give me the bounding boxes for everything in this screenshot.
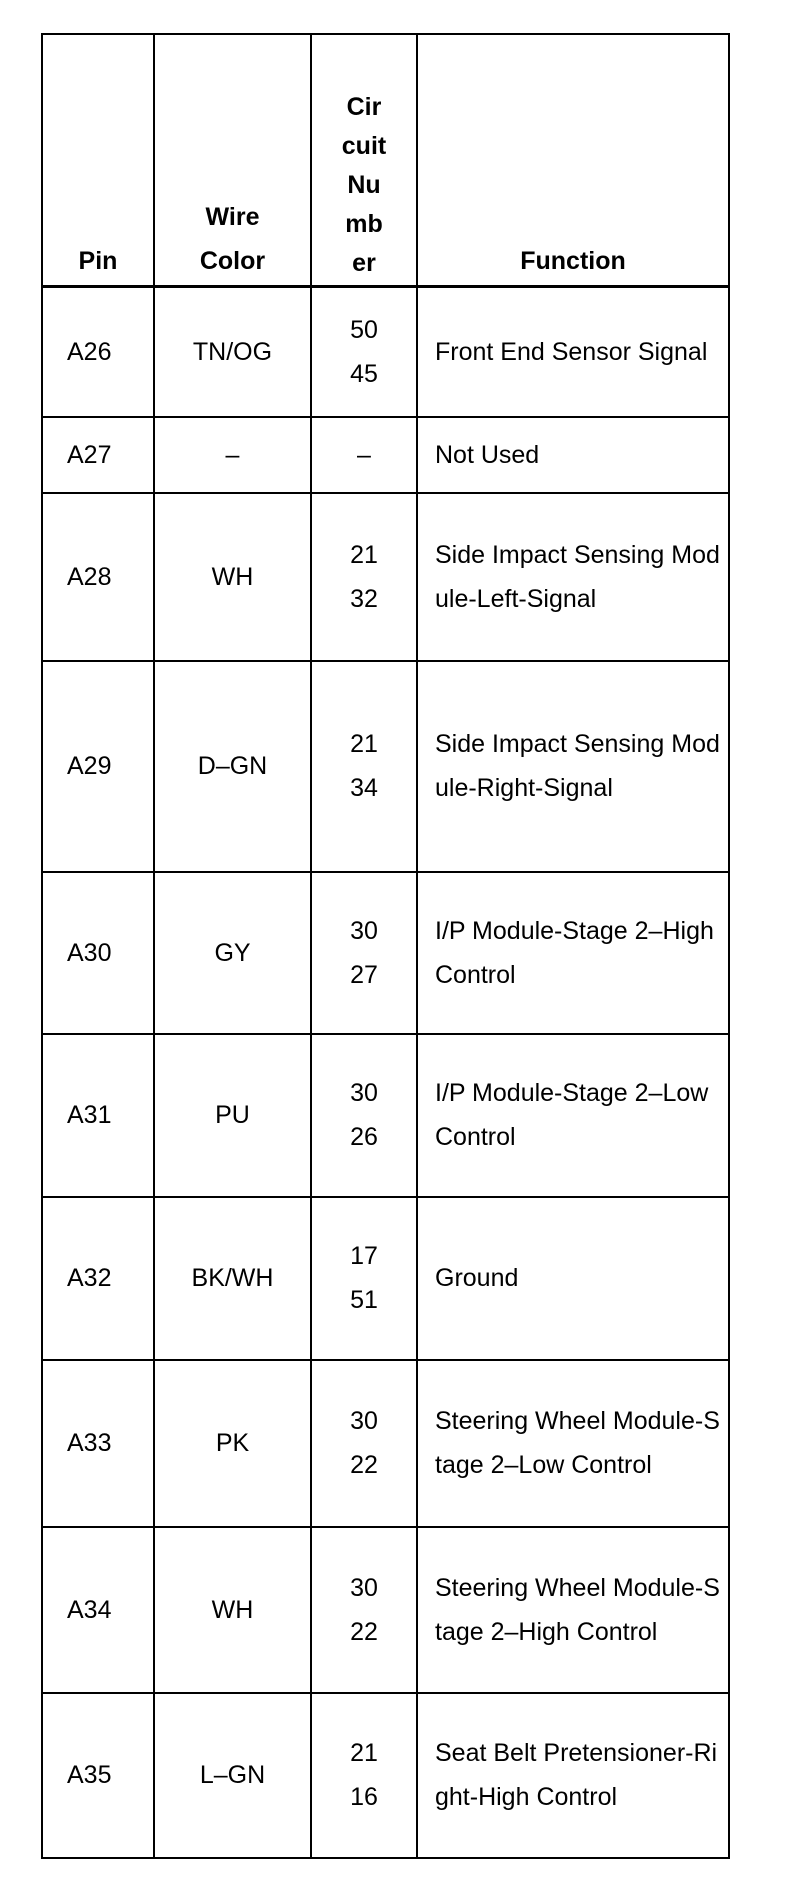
table-row — [42, 1693, 729, 1858]
wire-color-cell: PU — [154, 1034, 311, 1197]
table-row — [42, 417, 729, 493]
wire-color-cell: TN/OG — [154, 287, 311, 417]
table-row — [42, 872, 729, 1034]
wire-color-cell: WH — [154, 1527, 311, 1693]
pin-cell: A34 — [42, 1527, 154, 1693]
table-row — [42, 1360, 729, 1527]
wire-color-cell: WH — [154, 493, 311, 661]
circuit-number-cell: 21 32 — [311, 493, 417, 661]
header-wire-color: Wire Color — [154, 34, 311, 287]
function-cell: Seat Belt Pretensioner-Right-High Control — [417, 1693, 729, 1858]
function-cell: Ground — [417, 1197, 729, 1360]
header-function: Function — [417, 34, 729, 287]
wire-color-cell: D–GN — [154, 661, 311, 872]
function-cell: Side Impact Sensing Module-Left-Signal — [417, 493, 729, 661]
header-pin: Pin — [42, 34, 154, 287]
function-cell: Not Used — [417, 417, 729, 493]
table-row — [42, 287, 729, 417]
table-row — [42, 1034, 729, 1197]
circuit-number-cell: – — [311, 417, 417, 493]
function-cell: Front End Sensor Signal — [417, 287, 729, 417]
circuit-number-cell: 50 45 — [311, 287, 417, 417]
circuit-number-cell: 17 51 — [311, 1197, 417, 1360]
pin-cell: A26 — [42, 287, 154, 417]
pin-cell: A30 — [42, 872, 154, 1034]
header-row — [42, 34, 729, 287]
table-row — [42, 493, 729, 661]
circuit-number-cell: 30 26 — [311, 1034, 417, 1197]
table-body — [42, 287, 729, 1858]
pin-cell: A29 — [42, 661, 154, 872]
circuit-number-cell: 21 34 — [311, 661, 417, 872]
table-row — [42, 1527, 729, 1693]
pin-cell: A27 — [42, 417, 154, 493]
table-header — [42, 34, 729, 287]
wire-color-cell: PK — [154, 1360, 311, 1527]
circuit-number-cell: 30 27 — [311, 872, 417, 1034]
function-cell: I/P Module-Stage 2–Low Control — [417, 1034, 729, 1197]
wire-color-cell: BK/WH — [154, 1197, 311, 1360]
function-cell: I/P Module-Stage 2–High Control — [417, 872, 729, 1034]
circuit-number-cell: 30 22 — [311, 1360, 417, 1527]
header-circuit-number: Cir cuit Nu mb er — [311, 34, 417, 287]
function-cell: Side Impact Sensing Module-Right-Signal — [417, 661, 729, 872]
pin-cell: A32 — [42, 1197, 154, 1360]
circuit-number-cell: 30 22 — [311, 1527, 417, 1693]
pin-cell: A35 — [42, 1693, 154, 1858]
function-cell: Steering Wheel Module-Stage 2–High Control — [417, 1527, 729, 1693]
function-cell: Steering Wheel Module-Stage 2–Low Control — [417, 1360, 729, 1527]
connector-pinout-table — [41, 33, 730, 1859]
pin-cell: A28 — [42, 493, 154, 661]
pin-cell: A33 — [42, 1360, 154, 1527]
pin-cell: A31 — [42, 1034, 154, 1197]
wire-color-cell: GY — [154, 872, 311, 1034]
wire-color-cell: – — [154, 417, 311, 493]
circuit-number-cell: 21 16 — [311, 1693, 417, 1858]
table-row — [42, 661, 729, 872]
wire-color-cell: L–GN — [154, 1693, 311, 1858]
table-row — [42, 1197, 729, 1360]
